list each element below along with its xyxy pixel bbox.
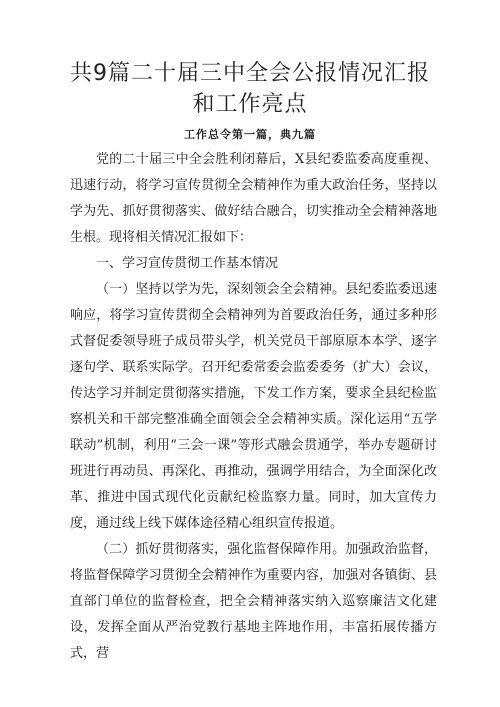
document-subtitle: 工作总令第一篇，典九篇	[184, 128, 316, 141]
section-heading: 一、学习宣传贯彻工作基本情况	[96, 256, 279, 271]
document-body	[70, 147, 437, 667]
body-paragraph: （一）坚持以学为先，深刻领会全会精神。县纪委监委迅速响应，将学习宣传贯彻全会精神列为首要政治任务，通过多种形式督促委领导班子成员带头学，机关党员干部原原本本学、逐字逐句学、联系实际学。召开纪委常委会监委委务（扩大）会议，传达学习并制定贯彻落实措施，下发工作方案，要求全县纪检监察机关和干部完整准确全面领会全会精神实质。深化运用“五学联动”机制，利用“三会一课”等形式融会贯通学，举办专题研讨班进行再动员、再深化、再推动，强调学用结合，为全面深化改革、推进中国式现代化贡献纪检监察力量。同时，加大宣传力度，通过线上线下媒体途径精心组织宣传报道。	[70, 282, 437, 531]
intro-paragraph: 党的二十届三中全会胜利闭幕后，X县纪委监委高度重视、迅速行动，将学习宣传贯彻全会精神作为重大政治任务，坚持以学为先、抓好贯彻落实、做好结合融合，切实推动全会精神落地生根。现将相关情况汇报如下：	[70, 152, 437, 245]
document-title: 共9篇二十届三中全会公报情况汇报和工作亮点	[70, 61, 430, 117]
body-paragraph: （二）抓好贯彻落实，强化监督保障作用。加强政治监督，将监督保障学习贯彻全会精神作为重要内容，加强对各镇街、县直部门单位的监督检查，把全会精神落实纳入巡察廉洁文化建设，发挥全面从严治党教行基地主阵地作用，丰富拓展传播方式，营	[70, 542, 437, 661]
